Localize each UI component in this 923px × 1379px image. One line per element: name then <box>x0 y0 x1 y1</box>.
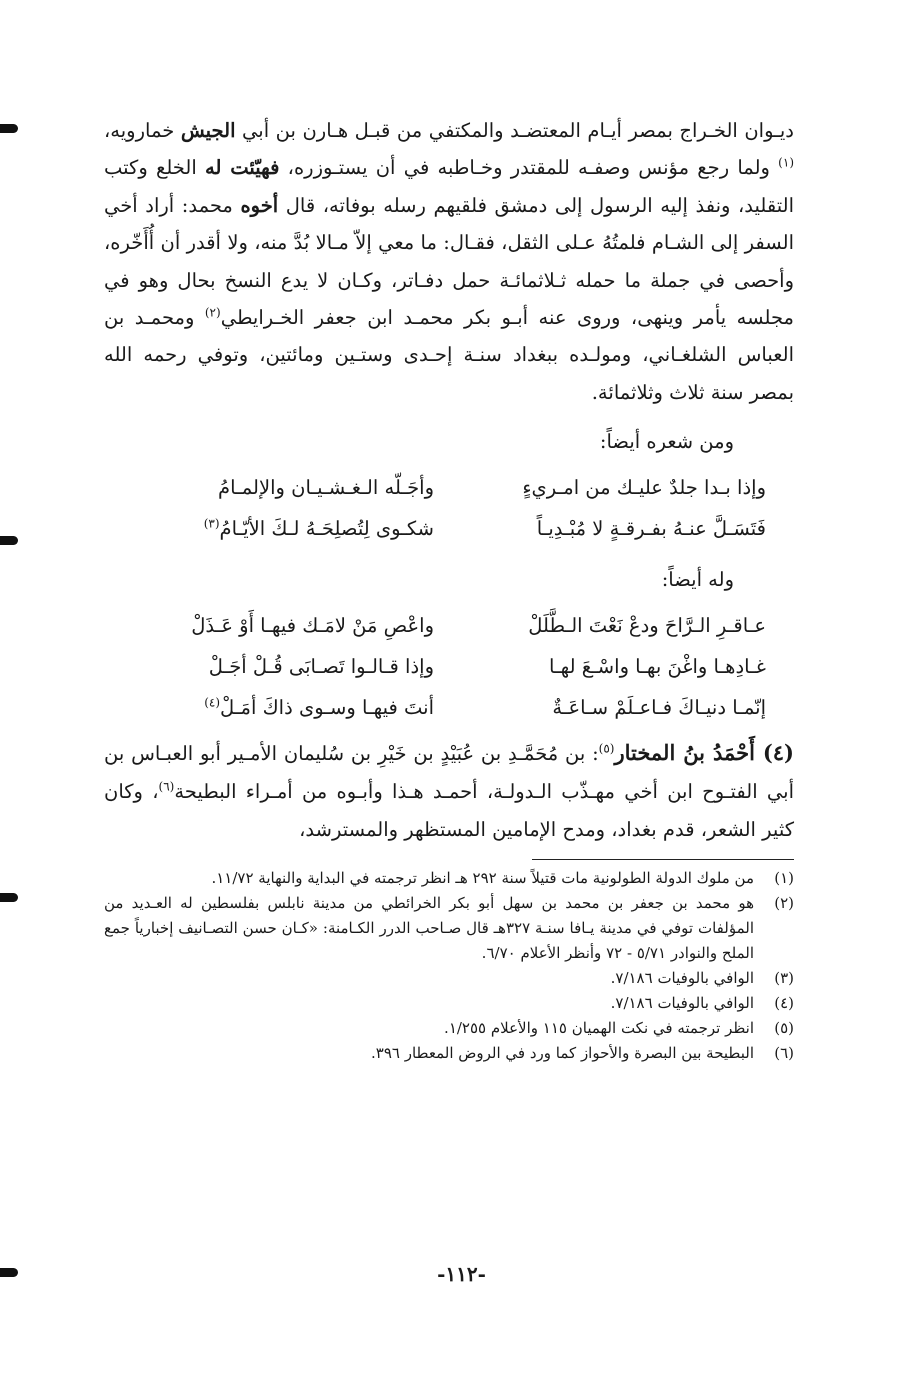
poem-block <box>104 425 794 549</box>
poem-intro: وله أيضاً: <box>661 568 734 592</box>
verse-second-hemistich: شكـوى لِتُصلِحَـهُ لـكَ الأيّـامُ$^{(٣)}$ <box>203 516 434 541</box>
footnote-ref: (٦) <box>158 779 175 794</box>
verse-second-hemistich: أنتَ فيهـا وسـوى ذاكَ أمَـلْ$^{(٤)}$ <box>204 695 434 720</box>
footnote-ref: (٤) <box>204 695 221 710</box>
text-run: : بن مُحَمَّـدِ بن عُبَيْدٍ بن خَيْرِ بن سُليمان الأمـير أبو العبـاس بن أبي الفتـوح ابن أخي مهـذّب الـدولـة، أحمـد هـذا وأبـوه من أمـراء البطيحة <box>104 742 794 804</box>
footnote <box>104 1041 794 1066</box>
bold-run: (٤) أَحْمَدُ بنُ المختار <box>614 740 794 766</box>
text-run: ولما رجع مؤنس وصفـه للمقتدر وخـاطبه في أن يستـوزره، <box>279 156 779 180</box>
verse-second-hemistich: وأجَـلّه الـغـشـيـان والإلمـامُ <box>218 476 434 500</box>
scan-edge-mark <box>0 893 18 902</box>
poem-verses <box>104 605 794 728</box>
verse-line <box>104 687 794 728</box>
bold-run: فهيّئت له <box>204 156 280 180</box>
footnote-text: البطيحة بين البصرة والأحواز كما ورد في الروض المعطار ٣٩٦. <box>371 1044 754 1063</box>
entry-paragraph <box>104 734 794 849</box>
scan-edge-mark <box>0 536 18 545</box>
footnote-text: من ملوك الدولة الطولونية مات قتيلاً سنة ٢٩٢ هـ انظر ترجمته في البداية والنهاية ١١/٧٢. <box>211 869 754 888</box>
verse-first-hemistich: إنّمـا دنيـاكَ فـاعـلَمْ سـاعَـةٌ <box>552 696 766 720</box>
footnote-ref: (٣) <box>203 516 220 531</box>
text-run: خمارويه، <box>104 119 181 142</box>
footnote <box>104 1016 794 1041</box>
footnote-number: (١) <box>774 869 794 888</box>
verse-line <box>104 646 794 687</box>
footnote-text: هو محمد بن جعفر بن محمد بن سهل أبو بكر الخرائطي من مدينة نابلس بفلسطين له العـديد من المؤلفات توفي في مدينة يـافا سنـة ٣٢٧هـ قال صـاحب الدرر الكـامنة: «كـان حسن التصـانيف إخبارياً جمع الملح والنوادر ٥/٧١ - ٧٢ وأنظر الأعلام ٦/٧٠. <box>104 894 755 963</box>
footnote-number: (٤) <box>774 994 794 1013</box>
text-run: محمد: أراد أخي السفر إلى الشـام فلمتُهُ عـلى الثقل، فقـال: ما معي إلاّ مـالا بُدَّ منه، ولا أقدر أن أُأَخّره، وأحصى في جملة ما حمله ثـلاثمائـة حمل دفـاتر، وكـان لا يدع النسخ بحال وهو في مجلسه يأمر وينهى، وروى عنه أبـو بكر محمـد ابن جعفر الخـرايطي <box>104 193 795 330</box>
text-run: الخلع وكتب التقليد، ونفذ إليه الرسول إلى دمشق فلقيهم رسله بوفاته، قال <box>104 156 794 217</box>
verse-line <box>104 467 794 508</box>
verse-first-hemistich: عـاقـرِ الـرَّاحَ ودعْ نَعْتَ الـطَّلَلْ <box>528 614 766 638</box>
poem-intro: ومن شعره أيضاً: <box>599 430 734 454</box>
page-number: -١١٢- <box>437 1262 486 1286</box>
bold-run: أخوه <box>240 193 279 217</box>
scan-edge-mark <box>0 124 18 133</box>
document-page <box>104 112 794 1066</box>
verse-second-hemistich: وإذا قـالـوا تَصـابَى قُـلْ أجَـلْ <box>208 655 434 679</box>
verse-line <box>104 508 794 549</box>
footnote-text: الوافي بالوفيات ٧/١٨٦. <box>610 969 754 988</box>
footnote-number: (٦) <box>774 1044 794 1063</box>
footnote-text: انظر ترجمته في نكت الهميان ١١٥ والأعلام ١/٢٥٥. <box>444 1019 754 1038</box>
footnote-divider <box>532 859 794 860</box>
footnote-number: (٥) <box>774 1019 794 1038</box>
verse-first-hemistich: غـادِهـا واغْنَ بهـا واسْـعَ لهـا <box>548 655 766 679</box>
footnote <box>104 991 794 1016</box>
verse-line <box>104 605 794 646</box>
footnote <box>104 866 794 891</box>
body-paragraph <box>104 112 794 411</box>
verse-first-hemistich: وإذا بـدا جلدٌ عليـك من امـريءٍ <box>522 476 766 500</box>
footnote-ref: (١) <box>778 155 794 170</box>
bold-run: الجيش <box>180 119 236 142</box>
footnotes <box>104 866 794 1066</box>
footnote-number: (٣) <box>774 969 794 988</box>
text-run: ، وكان كثير الشعر، قدم بغداد، ومدح الإمامين المستظهر والمسترشد، <box>104 780 794 842</box>
poem-verses <box>104 467 794 549</box>
text-run: ومحمـد بن العباس الشلغـاني، ومولـده ببغداد سنـة إحـدى وستـين ومائتين، وتوفي رحمه الله بمصر سنة ثلاث وثلاثمائة. <box>104 306 794 404</box>
footnote-ref: (٢) <box>204 305 221 320</box>
verse-first-hemistich: فَتَسَـلَّ عنـهُ بفـرقـةٍ لا مُبْـدِيـاً <box>536 517 766 541</box>
footnote <box>104 891 794 966</box>
verse-second-hemistich: واعْصِ مَنْ لامَـك فيهـا أَوْ عَـذَلْ <box>191 614 434 638</box>
footnote-text: الوافي بالوفيات ٧/١٨٦. <box>610 994 754 1013</box>
footnote-number: (٢) <box>774 894 794 913</box>
text-run: ديـوان الخـراج بمصر أيـام المعتضـد والمكتفي من قبـل هـارن بن أبي <box>235 119 794 142</box>
footnote <box>104 966 794 991</box>
footnote-ref: (٥) <box>598 741 615 756</box>
poem-block <box>104 563 794 728</box>
